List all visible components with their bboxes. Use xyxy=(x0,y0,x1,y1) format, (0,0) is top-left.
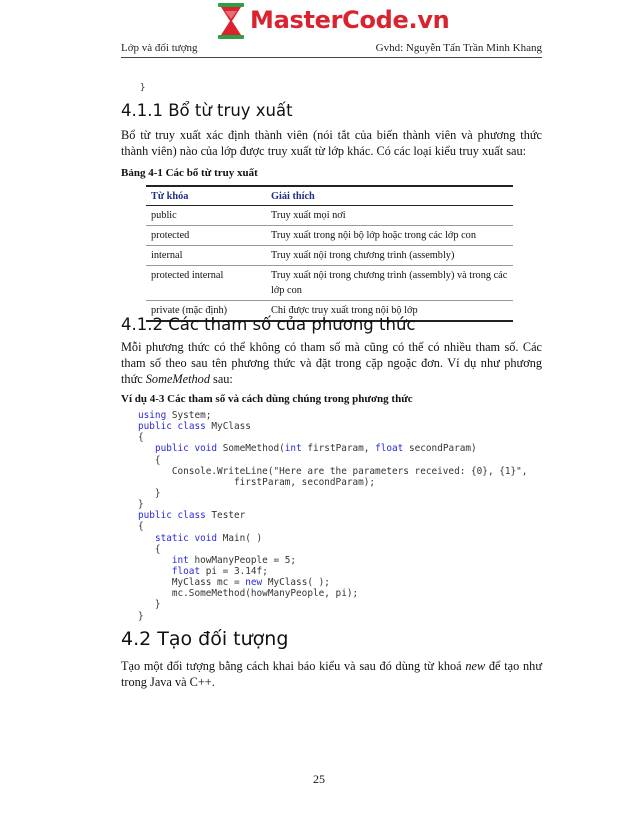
code-line: float pi = 3.14f; xyxy=(171,565,268,577)
method-name: SomeMethod xyxy=(145,372,210,386)
paragraph-line: tham số theo sau tên phương thức và đặt trong cặp ngoặc đơn. Ví dụ như phương xyxy=(121,356,542,370)
paragraph-text: sau: xyxy=(209,372,233,386)
code-line: } xyxy=(138,499,144,511)
keyword-new: new xyxy=(465,659,486,673)
paragraph-text: Tạo một đối tượng bằng cách khai báo kiểu và sau đó dùng từ khoá xyxy=(121,659,466,673)
code-line: public void SomeMethod(int firstParam, float secondParam) xyxy=(154,443,477,455)
code-line: } xyxy=(138,610,144,622)
code-line: mc.SomeMethod(howManyPeople, pi); xyxy=(138,588,359,600)
section-title-4-1-2: 4.1.2 Các tham số của phương thức xyxy=(121,315,416,334)
paragraph-line xyxy=(121,658,542,674)
code-line: { xyxy=(138,521,144,533)
table-header-row xyxy=(146,186,513,206)
table-caption: Bảng 4-1 Các bổ từ truy xuất xyxy=(121,167,258,179)
code-keyword: static xyxy=(154,532,189,544)
section-4-2-paragraph xyxy=(121,658,542,690)
code-keyword: class xyxy=(177,421,206,433)
table-cell: Truy xuất mọi nơi xyxy=(266,206,513,226)
code-keyword: float xyxy=(375,443,404,455)
code-keyword: new xyxy=(245,577,263,589)
code-line: public class Tester xyxy=(138,510,246,522)
table-header-explanation: Giải thích xyxy=(266,186,513,206)
table-cell: Chỉ được truy xuất trong nội bộ lớp xyxy=(266,301,513,322)
code-keyword: public xyxy=(138,421,172,433)
table-cell: public xyxy=(146,206,266,226)
code-keyword: int xyxy=(171,554,189,566)
code-line: using System; xyxy=(138,410,212,421)
code-line: } xyxy=(138,487,161,499)
code-line: firstParam, secondParam); xyxy=(138,476,376,488)
header-left: Lớp và đối tượng xyxy=(121,42,198,54)
code-line: { xyxy=(138,454,161,466)
paragraph-line: Bổ từ truy xuất xác định thành viên (nói tắt của biến thành viên và phương thức xyxy=(121,128,542,142)
section-title-4-1-1: 4.1.1 Bổ từ truy xuất xyxy=(121,101,293,120)
table-row xyxy=(146,266,513,301)
table-row xyxy=(146,206,513,226)
code-keyword: int xyxy=(284,443,302,455)
table-row xyxy=(146,226,513,246)
code-keyword: public xyxy=(138,510,172,522)
paragraph-line: Mỗi phương thức có thể không có tham số mà cũng có thể có nhiều tham số. Các xyxy=(121,340,542,354)
header-right: Gvhd: Nguyễn Tấn Trần Minh Khang xyxy=(375,42,542,54)
code-keyword: void xyxy=(194,443,218,455)
code-line: { xyxy=(138,432,144,444)
table-cell: protected internal xyxy=(146,266,266,301)
code-keyword: public xyxy=(154,443,189,455)
section-title-4-2: 4.2 Tạo đối tượng xyxy=(121,628,289,650)
table-cell: Truy xuất trong nội bộ lớp hoặc trong các lớp con xyxy=(266,226,513,246)
table-cell: internal xyxy=(146,246,266,266)
mastercode-logo xyxy=(216,2,450,40)
table-cell: Truy xuất nội trong chương trình (assembly) và trong các lớp con xyxy=(266,266,513,301)
header-rule xyxy=(121,57,542,58)
page-number: 25 xyxy=(313,772,325,786)
code-line: static void Main( ) xyxy=(154,532,263,544)
table-cell: protected xyxy=(146,226,266,246)
code-keyword: float xyxy=(171,565,201,577)
paragraph-line: trong Java và C++. xyxy=(121,675,215,689)
paragraph-line: thành viên) nào của lớp được truy xuất từ lớp khác. Có các loại kiểu truy xuất sau: xyxy=(121,144,527,158)
code-keyword: class xyxy=(177,510,206,522)
table-row xyxy=(146,246,513,266)
code-line: int howManyPeople = 5; xyxy=(171,554,297,566)
paragraph-text: thức xyxy=(121,372,146,386)
table-cell: private (mặc định) xyxy=(146,301,266,322)
code-line: MyClass mc = new MyClass( ); xyxy=(138,577,330,589)
logo-text: MasterCode.vn xyxy=(250,6,450,34)
code-line: public class MyClass xyxy=(138,421,251,433)
access-modifier-table xyxy=(146,185,513,322)
hourglass-icon xyxy=(216,2,246,40)
code-line: Console.WriteLine("Here are the parameters received: {0}, {1}", xyxy=(138,465,528,477)
code-block xyxy=(138,410,527,622)
paragraph-line xyxy=(121,371,542,387)
code-line: } xyxy=(138,599,161,611)
table-cell: Truy xuất nội trong chương trình (assembly) xyxy=(266,246,513,266)
example-caption: Ví dụ 4-3 Các tham số và cách dùng chúng trong phương thức xyxy=(121,393,413,405)
code-keyword: void xyxy=(194,532,218,544)
closing-brace: } xyxy=(140,83,146,93)
table-header-keyword: Từ khóa xyxy=(146,186,266,206)
code-line: { xyxy=(138,543,161,555)
paragraph-text: để tạo như xyxy=(485,659,542,673)
code-keyword: using xyxy=(138,410,167,421)
section-4-1-2-paragraph xyxy=(121,339,542,387)
section-4-1-1-paragraph xyxy=(121,127,542,159)
